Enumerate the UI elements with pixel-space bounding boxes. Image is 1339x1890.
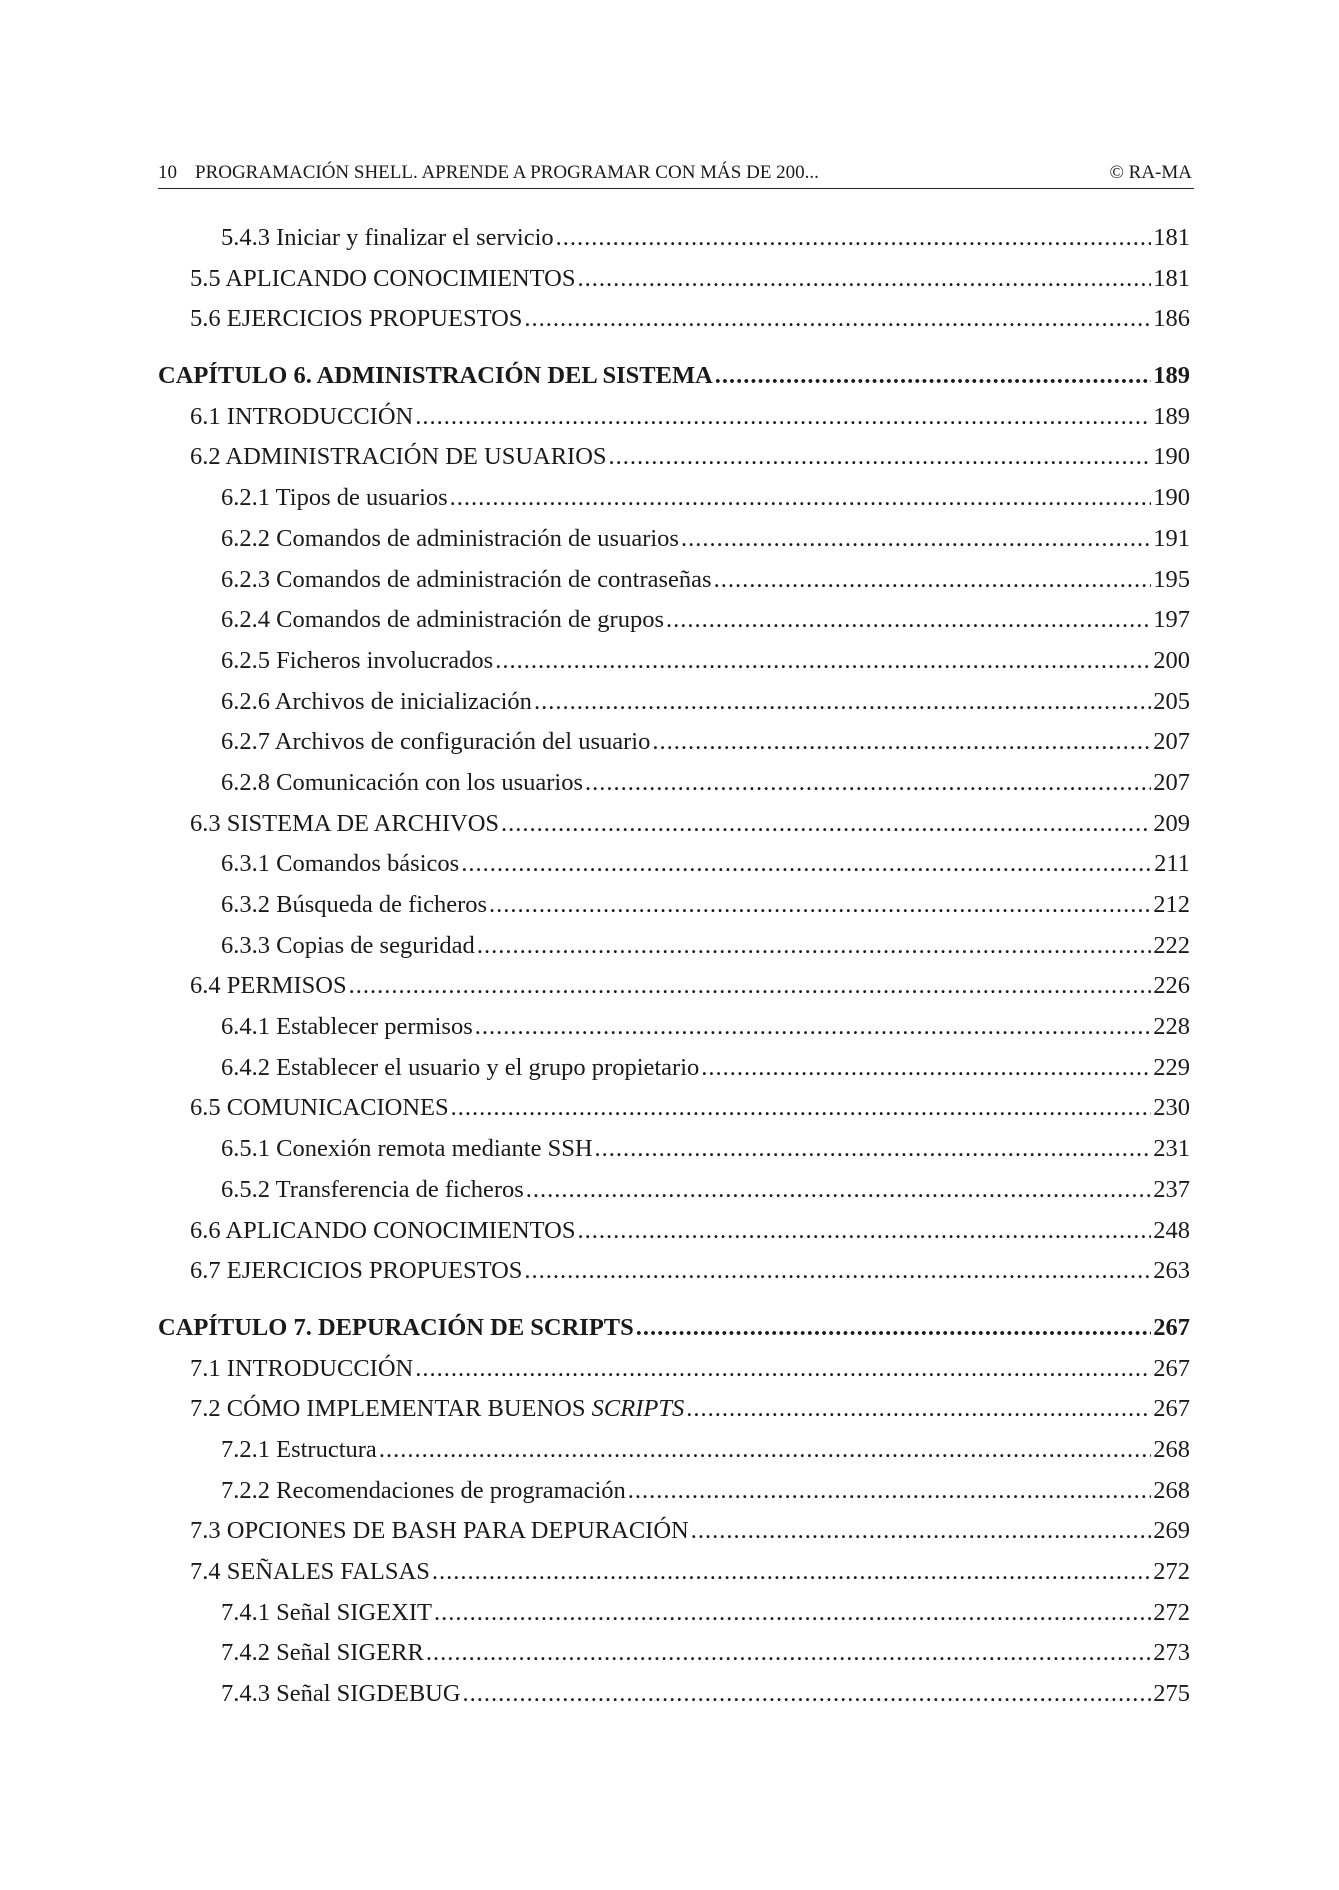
dot-leader xyxy=(477,926,1151,967)
toc-entry xyxy=(158,763,1190,804)
toc-entry-title-text: 6.2.6 Archivos de inicialización xyxy=(221,687,532,715)
toc-entry-page: 229 xyxy=(1153,1053,1190,1081)
dot-leader xyxy=(715,356,1151,397)
toc-entry-title xyxy=(221,1593,432,1634)
toc-entry xyxy=(158,478,1190,519)
toc-entry-title-text: 6.1 INTRODUCCIÓN xyxy=(190,402,414,430)
toc-entry-title-text: 6.3.3 Copias de seguridad xyxy=(221,931,475,959)
dot-leader xyxy=(609,437,1152,478)
dot-leader xyxy=(415,397,1151,438)
toc-entry-title xyxy=(221,600,664,641)
toc-entry-page: 226 xyxy=(1153,972,1190,1000)
toc-entry-title xyxy=(190,1552,430,1593)
toc-entry-page: 207 xyxy=(1153,768,1190,796)
toc-entry-title-text: 5.4.3 Iniciar y finalizar el servicio xyxy=(221,224,554,251)
running-header xyxy=(158,158,1194,189)
toc-entry-title-text: 7.4.1 Señal SIGEXIT xyxy=(221,1598,432,1626)
table-of-contents xyxy=(158,218,1190,1715)
dot-leader xyxy=(691,1511,1152,1552)
dot-leader xyxy=(451,1088,1152,1129)
toc-entry-title xyxy=(221,844,459,885)
toc-entry-title-text: 6.2 ADMINISTRACIÓN DE USUARIOS xyxy=(190,443,607,471)
dot-leader xyxy=(652,722,1151,763)
toc-entry-title-text: 7.4 SEÑALES FALSAS xyxy=(190,1558,430,1585)
toc-entry xyxy=(158,397,1190,438)
toc-entry xyxy=(158,1349,1190,1390)
toc-entry-title xyxy=(221,1048,699,1089)
toc-entry-title-text: 6.4.2 Establecer el usuario y el grupo propietario xyxy=(221,1053,700,1081)
toc-entry-title xyxy=(221,478,448,519)
toc-entry-page: 212 xyxy=(1153,891,1190,918)
toc-entry xyxy=(158,1674,1190,1715)
toc-entry-title xyxy=(221,722,650,763)
toc-entry-title xyxy=(190,259,575,300)
toc-entry-page: 248 xyxy=(1153,1216,1190,1244)
toc-entry-page: 267 xyxy=(1153,1395,1190,1423)
dot-leader xyxy=(556,218,1152,259)
toc-entry-page: 268 xyxy=(1153,1435,1190,1463)
toc-entry-page: 263 xyxy=(1153,1257,1190,1285)
dot-leader xyxy=(534,682,1151,723)
toc-entry xyxy=(158,926,1190,967)
toc-entry-page: 181 xyxy=(1153,224,1190,251)
dot-leader xyxy=(489,885,1151,926)
toc-entry-page: 211 xyxy=(1154,850,1190,878)
dot-leader xyxy=(526,1170,1151,1211)
toc-entry-title-text: 5.6 EJERCICIOS PROPUESTOS xyxy=(190,305,523,333)
toc-entry-page: 207 xyxy=(1153,728,1190,756)
toc-entry xyxy=(158,1007,1190,1048)
toc-entry-title xyxy=(221,926,475,967)
dot-leader xyxy=(666,600,1151,641)
toc-entry-page: 273 xyxy=(1153,1639,1190,1667)
toc-entry xyxy=(158,1511,1190,1552)
toc-entry-page: 267 xyxy=(1153,1354,1190,1382)
toc-entry-title xyxy=(190,1211,575,1252)
toc-entry-title xyxy=(221,1170,524,1211)
toc-entry-title-text: 5.5 APLICANDO CONOCIMIENTOS xyxy=(190,264,576,292)
toc-entry-page: 222 xyxy=(1153,931,1190,959)
toc-entry-title-text: 7.4.3 Señal SIGDEBUG xyxy=(221,1680,461,1708)
toc-entry-page: 189 xyxy=(1153,402,1190,430)
toc-entry-title-text: 6.2.2 Comandos de administración de usuarios xyxy=(221,524,679,552)
toc-entry xyxy=(158,1048,1190,1089)
dot-leader xyxy=(434,1593,1151,1634)
toc-entry-title-text: 6.3.2 Búsqueda de ficheros xyxy=(221,891,488,918)
toc-entry-title xyxy=(190,397,413,438)
toc-entry-title-text: 7.2.1 Estructura xyxy=(221,1435,377,1463)
toc-entry-title xyxy=(221,519,679,560)
toc-entry-title xyxy=(190,1511,689,1552)
toc-entry xyxy=(158,519,1190,560)
toc-entry-title-text: 6.2.5 Ficheros involucrados xyxy=(221,646,494,674)
toc-entry-title-text: CAPÍTULO 7. DEPURACIÓN DE SCRIPTS xyxy=(158,1313,634,1341)
toc-entry-title-text: 6.5.2 Transferencia de ficheros xyxy=(221,1175,524,1203)
toc-entry-page: 267 xyxy=(1153,1313,1190,1341)
toc-entry-page: 205 xyxy=(1153,687,1190,715)
toc-entry xyxy=(158,966,1190,1007)
toc-entry-title-text: CAPÍTULO 6. ADMINISTRACIÓN DEL SISTEMA xyxy=(158,362,713,390)
toc-entry-title xyxy=(190,1088,449,1129)
dot-leader xyxy=(379,1430,1151,1471)
toc-entry-title xyxy=(221,1007,473,1048)
book-title: PROGRAMACIÓN SHELL. APRENDE A PROGRAMAR CON MÁS DE 200... xyxy=(195,162,819,183)
toc-entry-title xyxy=(221,1633,424,1674)
toc-entry-title-text: 6.2.8 Comunicación con los usuarios xyxy=(221,768,584,796)
toc-entry-title xyxy=(158,356,713,397)
dot-leader xyxy=(628,1471,1151,1512)
toc-entry-title xyxy=(221,763,583,804)
toc-entry-page: 197 xyxy=(1153,606,1190,634)
dot-leader xyxy=(475,1007,1152,1048)
toc-entry-title xyxy=(221,682,532,723)
toc-entry-title-text: 6.7 EJERCICIOS PROPUESTOS xyxy=(190,1257,523,1285)
toc-entry xyxy=(158,560,1190,601)
toc-entry-page: 181 xyxy=(1153,264,1190,292)
toc-entry-title xyxy=(221,1129,593,1170)
dot-leader xyxy=(585,763,1151,804)
toc-entry xyxy=(158,1552,1190,1593)
toc-entry-page: 269 xyxy=(1153,1517,1190,1545)
toc-entry xyxy=(158,1471,1190,1512)
toc-entry-page: 268 xyxy=(1153,1476,1190,1504)
toc-entry-title xyxy=(190,1389,684,1430)
toc-entry-title-text: 6.4 PERMISOS xyxy=(190,972,347,1000)
toc-entry-title-text: 6.6 APLICANDO CONOCIMIENTOS xyxy=(190,1216,576,1244)
toc-entry-title xyxy=(190,1349,413,1390)
toc-chapter-entry xyxy=(158,356,1190,397)
toc-entry-title-text: 7.2 CÓMO IMPLEMENTAR BUENOS xyxy=(190,1395,592,1423)
toc-entry xyxy=(158,1170,1190,1211)
toc-entry xyxy=(158,1633,1190,1674)
toc-entry xyxy=(158,804,1190,845)
toc-entry-page: 189 xyxy=(1153,362,1190,390)
dot-leader xyxy=(432,1552,1151,1593)
dot-leader xyxy=(463,1674,1152,1715)
toc-entry xyxy=(158,437,1190,478)
toc-entry-page: 195 xyxy=(1153,565,1190,593)
toc-entry-page: 237 xyxy=(1153,1175,1190,1203)
toc-entry xyxy=(158,299,1190,340)
toc-entry-page: 200 xyxy=(1153,646,1190,674)
dot-leader xyxy=(461,844,1152,885)
toc-entry-title-text: 6.5.1 Conexión remota mediante SSH xyxy=(221,1135,593,1163)
toc-entry xyxy=(158,600,1190,641)
dot-leader xyxy=(595,1129,1152,1170)
toc-entry xyxy=(158,722,1190,763)
toc-entry-page: 191 xyxy=(1153,524,1190,552)
toc-entry-page: 275 xyxy=(1153,1680,1190,1708)
toc-entry-title-text: 7.1 INTRODUCCIÓN xyxy=(190,1354,414,1382)
dot-leader xyxy=(524,1251,1151,1292)
toc-entry xyxy=(158,885,1190,926)
dot-leader xyxy=(426,1633,1151,1674)
dot-leader xyxy=(577,1211,1151,1252)
toc-entry-title-text: 6.3 SISTEMA DE ARCHIVOS xyxy=(190,809,500,837)
toc-entry-title xyxy=(221,218,554,259)
toc-entry-page: 190 xyxy=(1153,443,1190,471)
page-number: 10 xyxy=(158,162,177,183)
toc-entry-title xyxy=(190,299,522,340)
toc-entry-title-text: 7.3 OPCIONES DE BASH PARA DEPURACIÓN xyxy=(190,1517,689,1545)
toc-entry-title xyxy=(221,560,712,601)
toc-entry xyxy=(158,1593,1190,1634)
toc-entry-title xyxy=(221,1674,461,1715)
toc-chapter-entry xyxy=(158,1308,1190,1349)
dot-leader xyxy=(501,804,1151,845)
toc-entry-page: 272 xyxy=(1153,1558,1190,1585)
toc-entry xyxy=(158,682,1190,723)
toc-entry-title xyxy=(221,641,493,682)
toc-entry-page: 231 xyxy=(1153,1135,1190,1163)
dot-leader xyxy=(415,1349,1151,1390)
dot-leader xyxy=(636,1308,1151,1349)
toc-entry-title xyxy=(190,437,607,478)
dot-leader xyxy=(450,478,1152,519)
toc-entry-page: 209 xyxy=(1153,809,1190,837)
dot-leader xyxy=(577,259,1151,300)
toc-entry xyxy=(158,1430,1190,1471)
toc-entry-title-italic: SCRIPTS xyxy=(591,1395,685,1423)
toc-entry-title-text: 7.2.2 Recomendaciones de programación xyxy=(221,1476,626,1504)
toc-entry-title xyxy=(190,966,347,1007)
toc-entry-title xyxy=(158,1308,634,1349)
toc-entry-page: 230 xyxy=(1153,1094,1190,1122)
toc-entry-title-text: 6.2.4 Comandos de administración de grupos xyxy=(221,606,664,634)
toc-entry xyxy=(158,844,1190,885)
dot-leader xyxy=(524,299,1151,340)
dot-leader xyxy=(681,519,1151,560)
toc-entry-page: 190 xyxy=(1153,484,1190,512)
publisher-mark: © RA-MA xyxy=(1109,162,1192,183)
toc-entry xyxy=(158,1251,1190,1292)
toc-entry-title-text: 6.2.7 Archivos de configuración del usuario xyxy=(221,728,651,756)
toc-entry xyxy=(158,218,1190,259)
toc-entry-title-text: 6.4.1 Establecer permisos xyxy=(221,1013,473,1041)
toc-entry-title-text: 6.2.1 Tipos de usuarios xyxy=(221,484,448,512)
toc-entry-page: 186 xyxy=(1153,305,1190,333)
dot-leader xyxy=(495,641,1151,682)
toc-entry-title xyxy=(190,1251,522,1292)
toc-entry xyxy=(158,1211,1190,1252)
toc-entry-title xyxy=(221,1430,377,1471)
toc-entry-page: 272 xyxy=(1153,1598,1190,1626)
toc-entry-title xyxy=(221,885,487,926)
toc-entry-title-text: 6.3.1 Comandos básicos xyxy=(221,850,460,878)
toc-entry xyxy=(158,1129,1190,1170)
dot-leader xyxy=(714,560,1152,601)
toc-entry-title xyxy=(190,804,499,845)
toc-entry-page: 228 xyxy=(1153,1013,1190,1041)
dot-leader xyxy=(686,1389,1151,1430)
toc-entry xyxy=(158,641,1190,682)
dot-leader xyxy=(349,966,1152,1007)
toc-entry xyxy=(158,1088,1190,1129)
toc-entry xyxy=(158,1389,1190,1430)
toc-entry xyxy=(158,259,1190,300)
toc-entry-title xyxy=(221,1471,626,1512)
toc-entry-title-text: 6.2.3 Comandos de administración de contraseñas xyxy=(221,565,712,593)
toc-entry-title-text: 7.4.2 Señal SIGERR xyxy=(221,1639,424,1667)
toc-entry-title-text: 6.5 COMUNICACIONES xyxy=(190,1094,449,1122)
dot-leader xyxy=(701,1048,1151,1089)
